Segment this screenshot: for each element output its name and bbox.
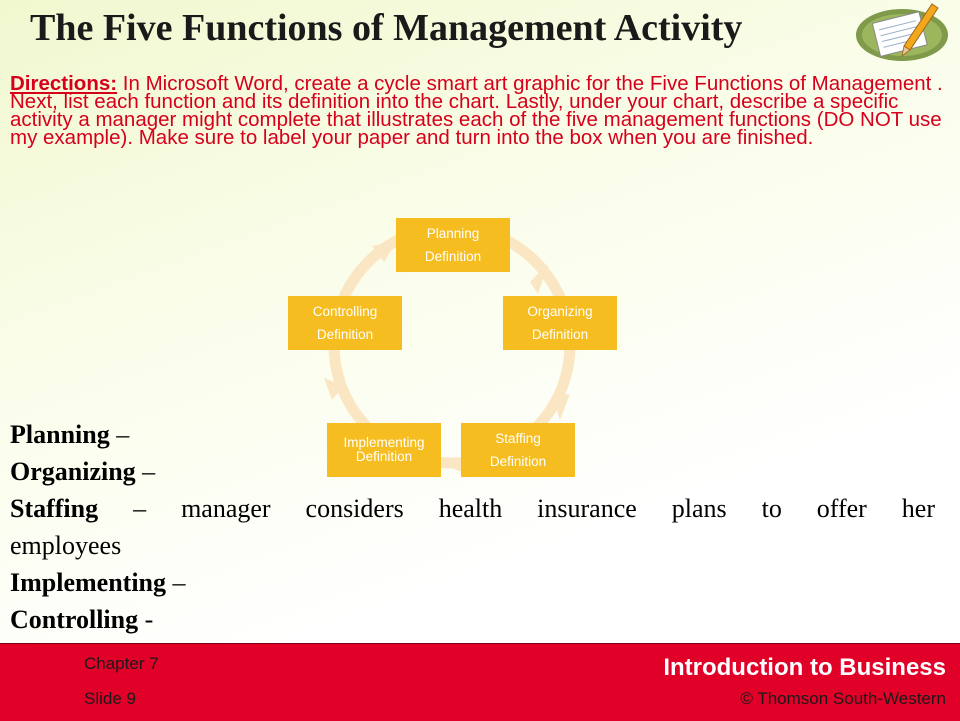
function-term: Controlling [10,605,139,634]
cycle-box-label: Planning [426,226,480,241]
footer-bar [0,643,960,721]
function-separator: – [98,494,182,523]
function-staffing [10,490,935,527]
cycle-box-organizing [503,296,617,350]
cycle-box-controlling [288,296,402,350]
function-term: Implementing [10,568,166,597]
function-separator: – [135,457,156,486]
function-separator: - [138,605,154,634]
directions-body: In Microsoft Word, create a cycle smart art graphic for the Five Functions of Management . Next, list each function and its definition into the chart. Lastly, under your chart, describe a specific activity a manager might complete that illustrates each of the five management functions (DO NOT use my example). Make sure to label your paper and turn into the box when you are finished. [10,72,943,149]
cycle-box-sub: Definition [531,327,589,342]
function-term: Organizing [10,457,136,486]
cycle-box-sub: Definition [316,327,374,342]
function-controlling [10,601,935,638]
function-organizing [10,453,935,490]
functions-list [10,416,935,638]
function-term: Planning [10,420,110,449]
cycle-box-label: Implementing [343,435,425,450]
function-separator: – [109,420,130,449]
function-term: Staffing [10,494,99,523]
slide-number: Slide 9 [84,689,136,708]
cycle-box-sub: Definition [424,249,482,264]
function-planning [10,416,935,453]
cycle-box-label: Organizing [527,304,593,319]
function-separator: – [166,568,186,597]
function-example: manager considers health insurance plans to offer her [181,494,936,523]
copyright: © Thomson South-Western [740,689,946,708]
cycle-box-sub: Definition [355,449,413,464]
cycle-box-planning [396,218,510,272]
cycle-box-sub: Definition [489,454,547,469]
cycle-box-label: Controlling [312,304,378,319]
cycle-box-label: Staffing [495,431,541,446]
book-title: Introduction to Business [663,654,946,681]
function-staffing-continued: employees [10,531,122,560]
chapter-label: Chapter 7 [84,654,159,673]
slide-title: The Five Functions of Management Activity [30,7,743,49]
function-implementing [10,564,935,601]
directions-label: Directions: [10,72,118,95]
